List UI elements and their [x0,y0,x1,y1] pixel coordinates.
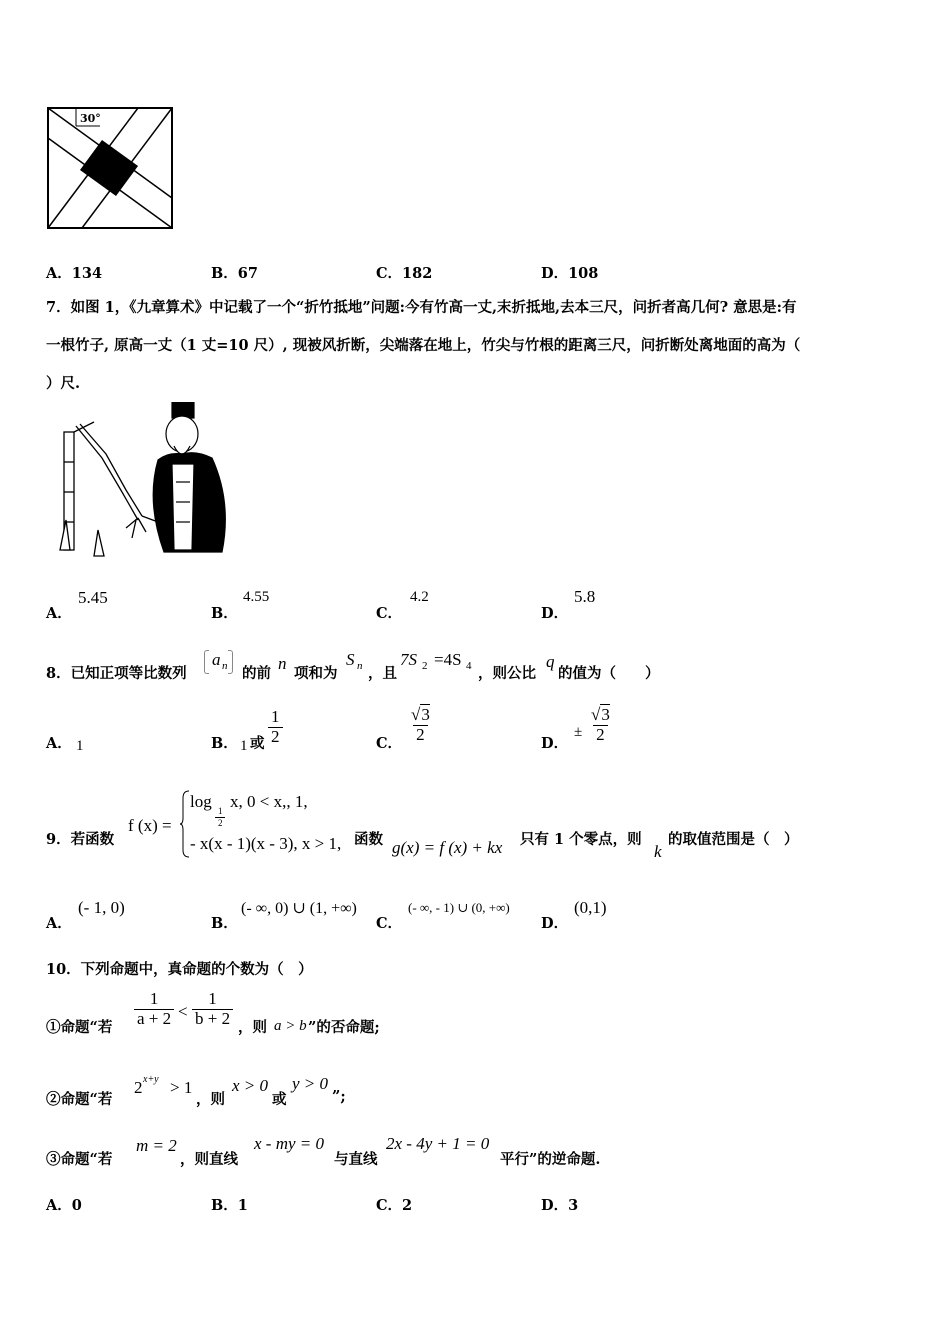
q7-option-c-letter[interactable]: C． [376,605,403,622]
q10-title: 10．下列命题中，真命题的个数为（ ） [46,961,313,978]
q10-option-a[interactable]: A．0 [46,1197,82,1214]
q9-option-c-letter[interactable]: C． [376,915,403,932]
piecewise-brace [180,790,190,858]
q7-option-b-letter[interactable]: B． [211,605,238,622]
q7-option-a-value: 5.45 [78,588,108,607]
q8-option-a-value: 1 [76,738,84,754]
sequence-symbol: a n [204,650,230,674]
q7-option-b-value: 4.55 [243,589,270,605]
q10-option-c[interactable]: C．2 [376,1197,413,1214]
angle-label: 30° [80,112,101,125]
square-figure [46,106,174,230]
q9-option-a-value: (- 1, 0) [78,898,125,917]
q9-option-d-value: (0,1) [574,898,607,917]
q7-line-1: 7．如图 1，《九章算术》中记载了一个“折竹抵地”问题:今有竹高一丈,末折抵地,去本三尺，问折者高几何? 意思是:有 [46,299,797,316]
q10-option-b[interactable]: B．1 [211,1197,248,1214]
q9-stem: 9．若函数 f (x) = log 1 2 x, 0 < x,, 1, - x(x - 1)(x - 3), x > 1, 函数 g(x) = f (x) + kx 只有 1 个零点，则 k 的取值范围是（ ） [46,792,799,861]
q6-option-d[interactable]: D．108 [541,265,599,282]
q9-option-b-letter[interactable]: B． [211,915,238,932]
q8-option-d-letter[interactable]: D． [541,735,569,752]
q7-option-d-value: 5.8 [574,587,596,606]
q9-option-a-letter[interactable]: A． [46,915,72,932]
q8-option-a-letter[interactable]: A． [46,735,72,752]
q10-proposition-3: ③命题“若 m = 2 ，则直线 x - my = 0 与直线 2x - 4y + 1 = 0 平行”的逆命题. [46,1134,601,1168]
q7-line-3: ）尺. [46,375,81,392]
q10-proposition-1: ①命题“若 $\frac{1}{a + 2}$ < $\frac{1}{b + 2}$ ，则 a > b ”的否命题; [46,989,380,1036]
q7-option-c-value: 4.2 [410,589,429,605]
q7-option-a-letter[interactable]: A． [46,605,72,622]
bamboo-scholar-illustration [46,402,232,560]
q9-option-b-value: (- ∞, 0) ∪ (1, +∞) [241,900,357,917]
q7-line-2: 一根竹子, 原高一丈（1 丈=10 尺）, 现被风折断，尖端落在地上，竹尖与竹根的距离三尺，问折断处离地面的高为（ [46,337,801,354]
q9-option-c-value: (- ∞, - 1) ∪ (0, +∞) [408,900,510,915]
q8-option-c-value: $\frac{√3}{2}$ [411,705,430,744]
q8-option-b-letter[interactable]: B． [211,735,238,752]
q8-option-c-letter[interactable]: C． [376,735,403,752]
q6-option-a[interactable]: A．134 [46,265,103,282]
q7-option-d-letter[interactable]: D． [541,605,569,622]
q10-proposition-2: ②命题“若 2 x+y > 1 ，则 x > 0 或 y > 0 ”; [46,1074,346,1108]
q9-option-d-letter[interactable]: D． [541,915,569,932]
q6-option-b[interactable]: B．67 [211,265,258,282]
q10-option-d[interactable]: D．3 [541,1197,579,1214]
q6-option-c[interactable]: C．182 [376,265,433,282]
